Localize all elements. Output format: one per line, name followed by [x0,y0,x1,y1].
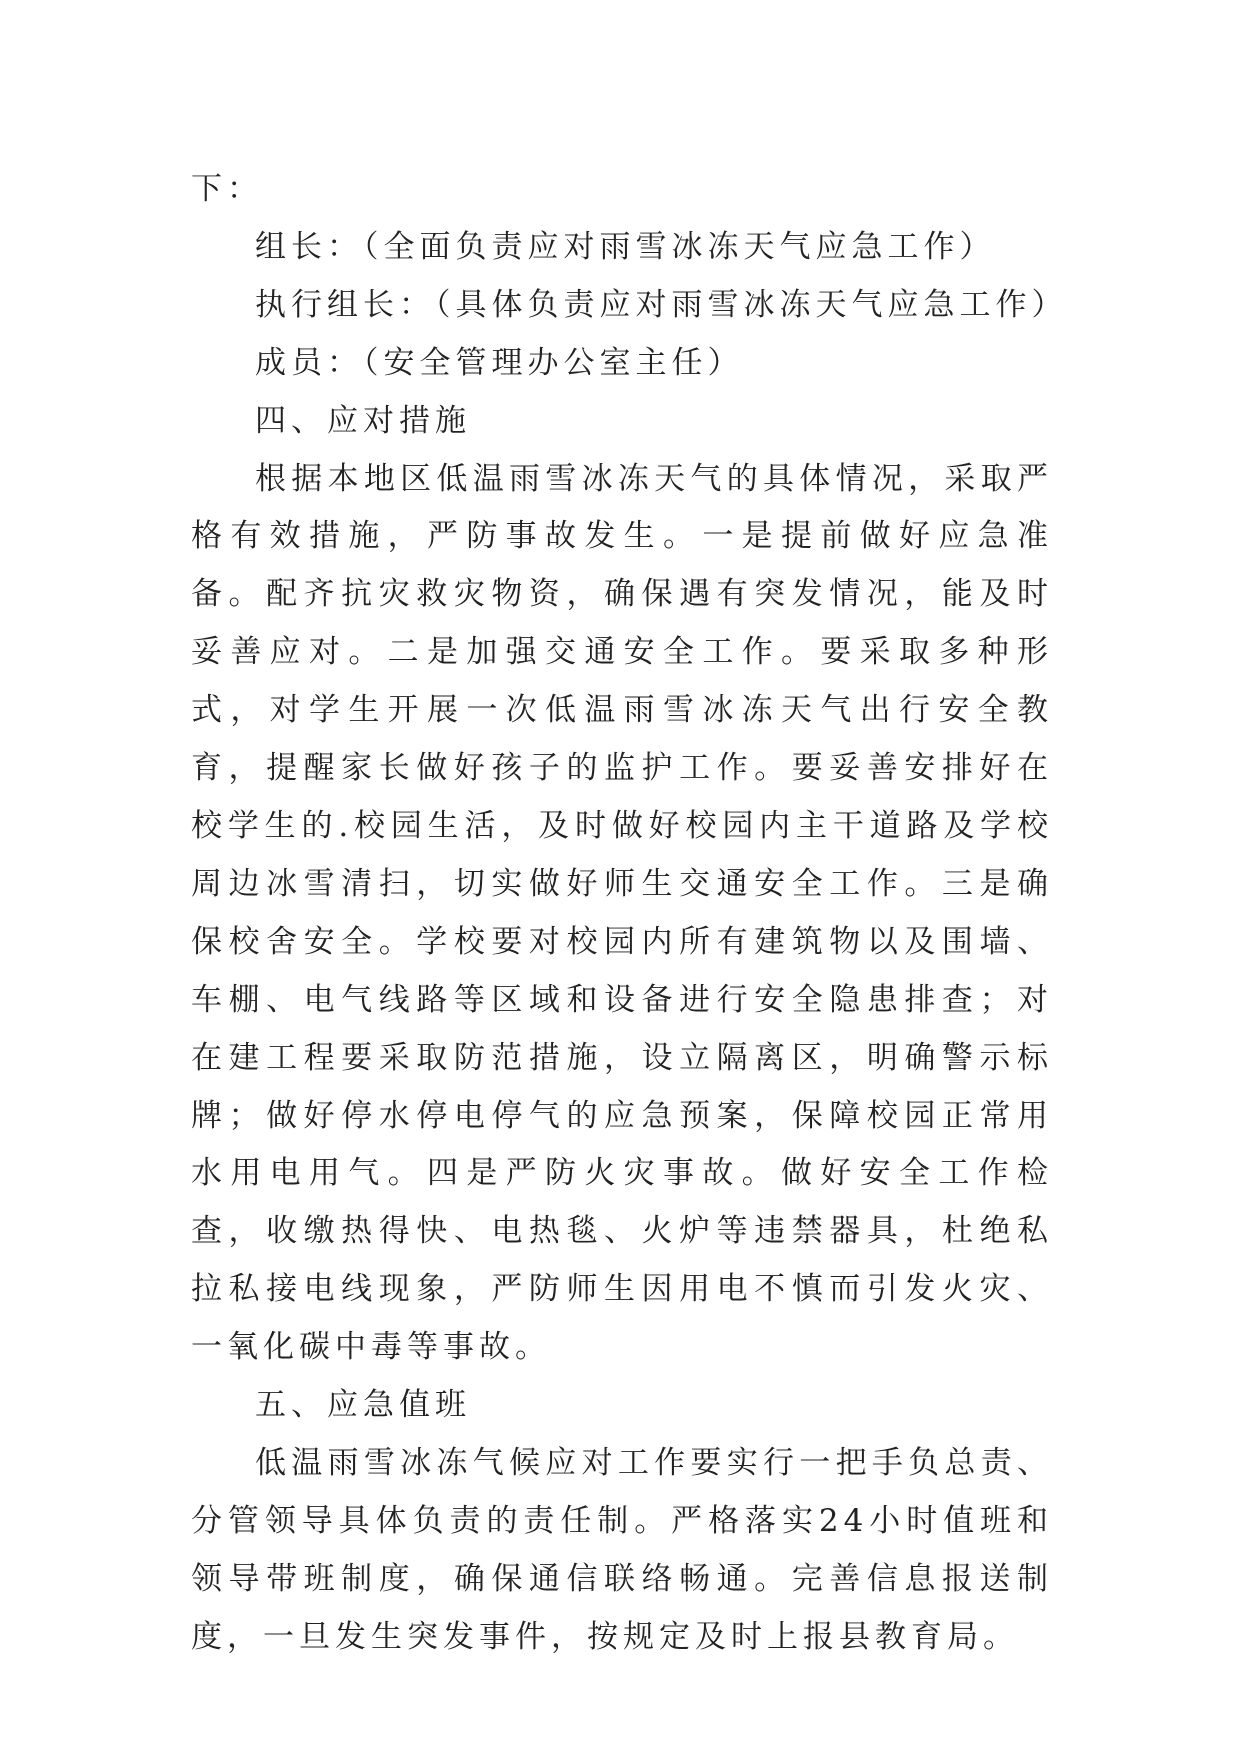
paragraph-group-leader: 组长：（全面负责应对雨雪冰冻天气应急工作） [255,228,996,265]
paragraph-duty-body: 低温雨雪冰冻气候应对工作要实行一把手负总责、分管领导具体负责的责任制。严格落实24小时值班和领导带班制度，确保通信联络畅通。完善信息报送制度，一旦发生突发事件，按规定及时上报县教育局。 [191,1444,1053,1655]
paragraph-executive-leader: 执行组长：（具体负责应对雨雪冰冻天气应急工作） [255,286,1068,323]
section-heading-duty: 五、应急值班 [255,1387,471,1424]
paragraph-continuation: 下： [191,171,263,207]
document-body [191,161,1068,1667]
section-heading-measures: 四、应对措施 [255,402,471,439]
paragraph-members: 成员：（安全管理办公室主任） [255,344,744,381]
paragraph-measures-body: 根据本地区低温雨雪冰冻天气的具体情况，采取严格有效措施，严防事故发生。一是提前做好应急准备。配齐抗灾救灾物资，确保遇有突发情况，能及时妥善应对。二是加强交通安全工作。要采取多种形式，对学生开展一次低温雨雪冰冻天气出行安全教育，提醒家长做好孩子的监护工作。要妥善安排好在校学生的.校园生活，及时做好校园内主干道路及学校周边冰雪清扫，切实做好师生交通安全工作。三是确保校舍安全。学校要对校园内所有建筑物以及围墙、车棚、电气线路等区域和设备进行安全隐患排查；对在建工程要采取防范措施，设立隔离区，明确警示标牌；做好停水停电停气的应急预案，保障校园正常用水用电用气。四是严防火灾事故。做好安全工作检查，收缴热得快、电热毯、火炉等违禁器具，杜绝私拉私接电线现象，严防师生因用电不慎而引发火灾、一氧化碳中毒等事故。 [191,460,1053,1366]
